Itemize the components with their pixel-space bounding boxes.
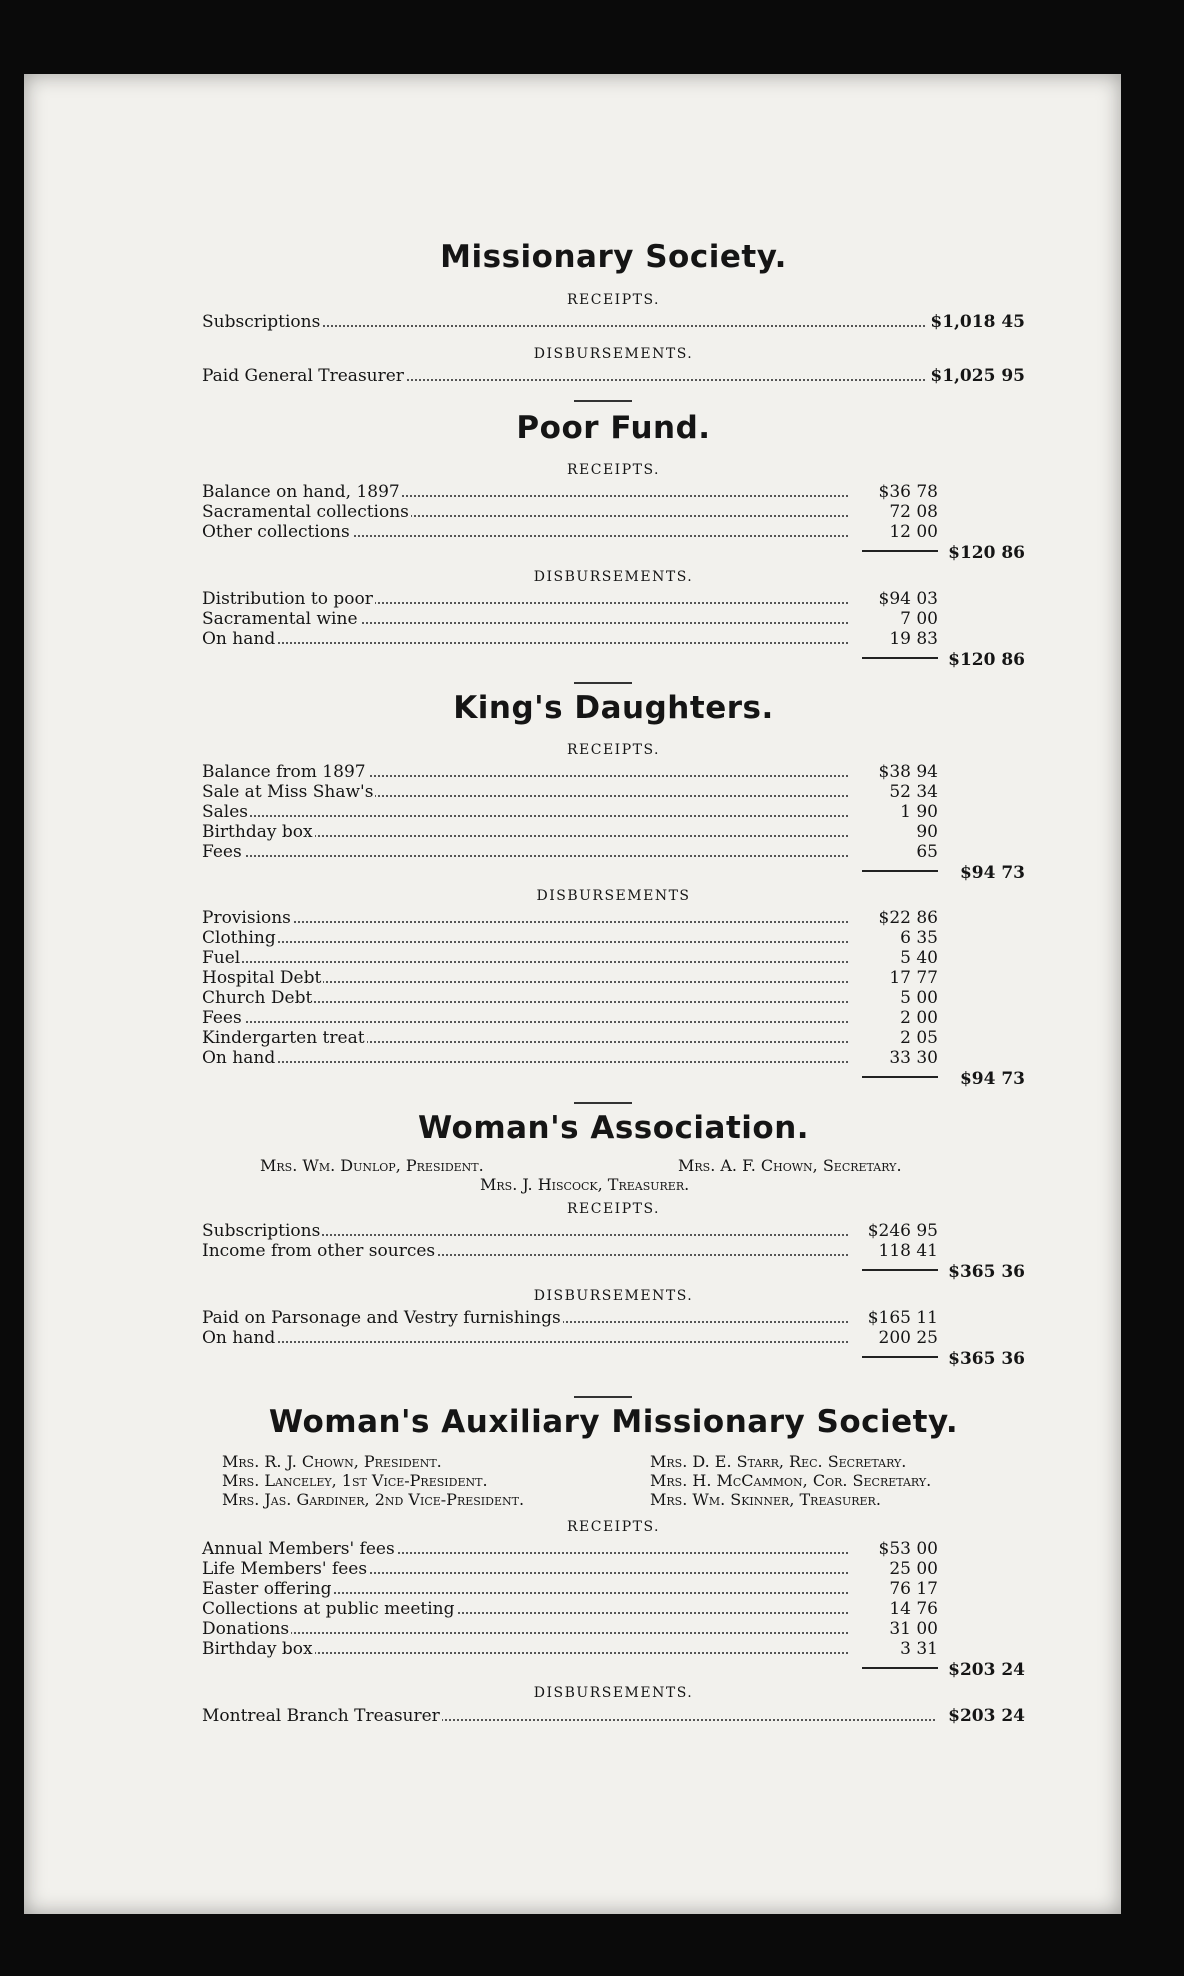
missionary-receipts-heading: RECEIPTS. <box>566 292 661 308</box>
woman-receipts-heading: RECEIPTS. <box>566 1201 661 1217</box>
ledger-label: Fuel <box>202 948 241 968</box>
ledger-row <box>202 502 1025 522</box>
ledger-label: Balance on hand, 1897 <box>202 482 400 502</box>
ledger-row <box>202 842 1025 862</box>
ledger-row <box>202 968 1025 988</box>
dot-leader <box>202 1021 848 1023</box>
dot-leader <box>202 941 848 943</box>
ledger-row <box>202 988 1025 1008</box>
ledger-label: Kindergarten treat <box>202 1028 365 1048</box>
ledger-amount: $246 95 <box>865 1221 938 1241</box>
ledger-row <box>202 482 1025 502</box>
ledger-label: Church Debt <box>202 988 313 1008</box>
ledger-amount: $1,018 45 <box>927 312 1025 332</box>
ledger-row <box>202 1308 1025 1328</box>
ledger-amount: 5 40 <box>897 948 938 968</box>
ledger-amount: 118 41 <box>876 1241 938 1261</box>
ledger-label: Paid on Parsonage and Vestry furnishings <box>202 1308 561 1328</box>
dot-leader <box>202 961 848 963</box>
ledger-row <box>202 1706 1025 1726</box>
ledger-label: Life Members' fees <box>202 1559 368 1579</box>
officer-right: Mrs. H. McCammon, Cor. Secretary. <box>650 1471 932 1490</box>
ledger-amount: 3 31 <box>897 1639 938 1659</box>
kings-disbursements-heading: DISBURSEMENTS <box>536 888 691 904</box>
ledger-label: Hospital Debt <box>202 968 322 988</box>
ledger-total: $94 73 <box>957 1068 1025 1090</box>
woman-receipts <box>202 1221 1025 1283</box>
ledger-row <box>202 1328 1025 1348</box>
ledger-row <box>202 1559 1025 1579</box>
ledger-amount: 2 05 <box>897 1028 938 1048</box>
ledger-label: Subscriptions <box>202 312 321 332</box>
ledger-total: $120 86 <box>945 649 1025 671</box>
ledger-amount: $203 24 <box>945 1706 1025 1726</box>
woman-disbursements <box>202 1308 1025 1370</box>
ledger-row <box>202 1579 1025 1599</box>
ledger-label: Birthday box <box>202 822 313 842</box>
ledger-row <box>202 1241 1025 1261</box>
document-page <box>24 74 1121 1914</box>
ledger-total-row <box>202 1348 1025 1370</box>
officer-treasurer: Mrs. J. Hiscock, Treasurer. <box>480 1175 690 1194</box>
ledger-row <box>202 609 1025 629</box>
ledger-total-row <box>202 649 1025 671</box>
kings-receipts-heading: RECEIPTS. <box>566 742 661 758</box>
ledger-label: Fees <box>202 1008 242 1028</box>
ledger-label: Birthday box <box>202 1639 313 1659</box>
ledger-row <box>202 822 1025 842</box>
dot-leader <box>202 921 848 923</box>
sum-line <box>862 1076 938 1078</box>
missionary-disbursements <box>202 366 1025 386</box>
officers-list <box>202 1156 1025 1196</box>
sum-line <box>862 550 938 552</box>
ledger-total: $365 36 <box>945 1348 1025 1370</box>
auxiliary-disbursements-heading: DISBURSEMENTS. <box>533 1685 694 1701</box>
ledger-row <box>202 1639 1025 1659</box>
ledger-row <box>202 629 1025 649</box>
section-divider <box>574 1396 632 1398</box>
ledger-label: Clothing <box>202 928 276 948</box>
kings-disbursements <box>202 908 1025 1090</box>
ledger-label: Annual Members' fees <box>202 1539 395 1559</box>
officer-left: Mrs. Jas. Gardiner, 2nd Vice-President. <box>222 1490 525 1509</box>
ledger-row <box>202 908 1025 928</box>
ledger-row <box>202 1028 1025 1048</box>
ledger-amount: $36 78 <box>876 482 938 502</box>
poor-disbursements <box>202 589 1025 671</box>
ledger-amount: 1 90 <box>897 802 938 822</box>
ledger-amount: $22 86 <box>876 908 938 928</box>
ledger-total: $365 36 <box>945 1261 1025 1283</box>
ledger-total: $120 86 <box>945 542 1025 564</box>
officers-list <box>202 1452 1025 1514</box>
section-title-poor-fund: Poor Fund. <box>516 410 711 446</box>
dot-leader <box>202 642 848 644</box>
ledger-amount: $53 00 <box>876 1539 938 1559</box>
ledger-row <box>202 1008 1025 1028</box>
ledger-row <box>202 312 1025 332</box>
section-title-kings-daughters: King's Daughters. <box>453 690 774 726</box>
ledger-amount: 19 83 <box>886 629 938 649</box>
officer-right: Mrs. Wm. Skinner, Treasurer. <box>650 1490 881 1509</box>
ledger-row <box>202 802 1025 822</box>
ledger-row <box>202 589 1025 609</box>
ledger-label: Sacramental collections <box>202 502 409 522</box>
ledger-amount: $38 94 <box>876 762 938 782</box>
ledger-label: On hand <box>202 1328 276 1348</box>
ledger-amount: 14 76 <box>886 1599 938 1619</box>
ledger-label: Sacramental wine <box>202 609 358 629</box>
ledger-amount: 17 77 <box>886 968 938 988</box>
officer-right: Mrs. D. E. Starr, Rec. Secretary. <box>650 1452 907 1471</box>
section-divider <box>574 1102 632 1104</box>
ledger-amount: 76 17 <box>886 1579 938 1599</box>
ledger-label: Fees <box>202 842 242 862</box>
ledger-total-row <box>202 862 1025 884</box>
officer-left: Mrs. R. J. Chown, President. <box>222 1452 442 1471</box>
officer-left: Mrs. Lanceley, 1st Vice-President. <box>222 1471 488 1490</box>
ledger-label: Balance from 1897 <box>202 762 366 782</box>
section-divider <box>574 400 632 402</box>
ledger-label: Subscriptions <box>202 1221 321 1241</box>
sum-line <box>862 870 938 872</box>
officer-president: Mrs. Wm. Dunlop, President. <box>260 1156 484 1175</box>
ledger-label: Collections at public meeting <box>202 1599 455 1619</box>
ledger-amount: 25 00 <box>886 1559 938 1579</box>
ledger-row <box>202 928 1025 948</box>
ledger-amount: 90 <box>913 822 938 842</box>
dot-leader <box>202 1632 848 1634</box>
dot-leader <box>202 1061 848 1063</box>
section-title-missionary: Missionary Society. <box>440 239 787 275</box>
ledger-label: On hand <box>202 629 276 649</box>
dot-leader <box>202 1341 848 1343</box>
ledger-label: Provisions <box>202 908 291 928</box>
section-divider <box>574 682 632 684</box>
ledger-label: Paid General Treasurer <box>202 366 404 386</box>
ledger-amount: $94 03 <box>876 589 938 609</box>
section-title-auxiliary: Woman's Auxiliary Missionary Society. <box>268 1404 959 1440</box>
kings-receipts <box>202 762 1025 884</box>
ledger-amount: $165 11 <box>865 1308 938 1328</box>
ledger-label: Montreal Branch Treasurer <box>202 1706 440 1726</box>
ledger-total-row <box>202 1659 1025 1681</box>
poor-receipts-heading: RECEIPTS. <box>566 462 661 478</box>
section-title-womans-association: Woman's Association. <box>417 1110 810 1146</box>
ledger-row <box>202 1619 1025 1639</box>
ledger-amount: 33 30 <box>886 1048 938 1068</box>
dot-leader <box>202 855 848 857</box>
ledger-row <box>202 1599 1025 1619</box>
ledger-amount: 2 00 <box>897 1008 938 1028</box>
ledger-amount: $1,025 95 <box>927 366 1025 386</box>
ledger-row <box>202 1048 1025 1068</box>
ledger-row <box>202 762 1025 782</box>
ledger-label: Sales <box>202 802 249 822</box>
officer-secretary: Mrs. A. F. Chown, Secretary. <box>678 1156 902 1175</box>
sum-line <box>862 1667 938 1669</box>
missionary-receipts <box>202 312 1025 332</box>
ledger-row <box>202 522 1025 542</box>
ledger-amount: 5 00 <box>897 988 938 1008</box>
ledger-label: Distribution to poor <box>202 589 373 609</box>
ledger-row <box>202 782 1025 802</box>
ledger-label: Sale at Miss Shaw's <box>202 782 374 802</box>
auxiliary-receipts <box>202 1539 1025 1681</box>
missionary-disbursements-heading: DISBURSEMENTS. <box>533 346 694 362</box>
ledger-label: Income from other sources <box>202 1241 436 1261</box>
sum-line <box>862 1269 938 1271</box>
ledger-total: $94 73 <box>957 862 1025 884</box>
dot-leader <box>202 815 848 817</box>
ledger-label: On hand <box>202 1048 276 1068</box>
poor-receipts <box>202 482 1025 564</box>
sum-line <box>862 657 938 659</box>
ledger-total-row <box>202 542 1025 564</box>
ledger-row <box>202 366 1025 386</box>
ledger-amount: 31 00 <box>886 1619 938 1639</box>
ledger-total: $203 24 <box>945 1659 1025 1681</box>
ledger-total-row <box>202 1068 1025 1090</box>
ledger-label: Donations <box>202 1619 290 1639</box>
ledger-amount: 65 <box>913 842 938 862</box>
ledger-total-row <box>202 1261 1025 1283</box>
ledger-label: Other collections <box>202 522 350 542</box>
ledger-amount: 200 25 <box>876 1328 938 1348</box>
ledger-amount: 52 34 <box>886 782 938 802</box>
poor-disbursements-heading: DISBURSEMENTS. <box>533 569 694 585</box>
ledger-row <box>202 1539 1025 1559</box>
ledger-amount: 12 00 <box>886 522 938 542</box>
woman-disbursements-heading: DISBURSEMENTS. <box>533 1288 694 1304</box>
ledger-label: Easter offering <box>202 1579 332 1599</box>
auxiliary-receipts-heading: RECEIPTS. <box>566 1519 661 1535</box>
sum-line <box>862 1356 938 1358</box>
ledger-row <box>202 1221 1025 1241</box>
ledger-row <box>202 948 1025 968</box>
ledger-amount: 72 08 <box>886 502 938 522</box>
ledger-amount: 6 35 <box>897 928 938 948</box>
auxiliary-disbursements <box>202 1706 1025 1726</box>
ledger-amount: 7 00 <box>897 609 938 629</box>
